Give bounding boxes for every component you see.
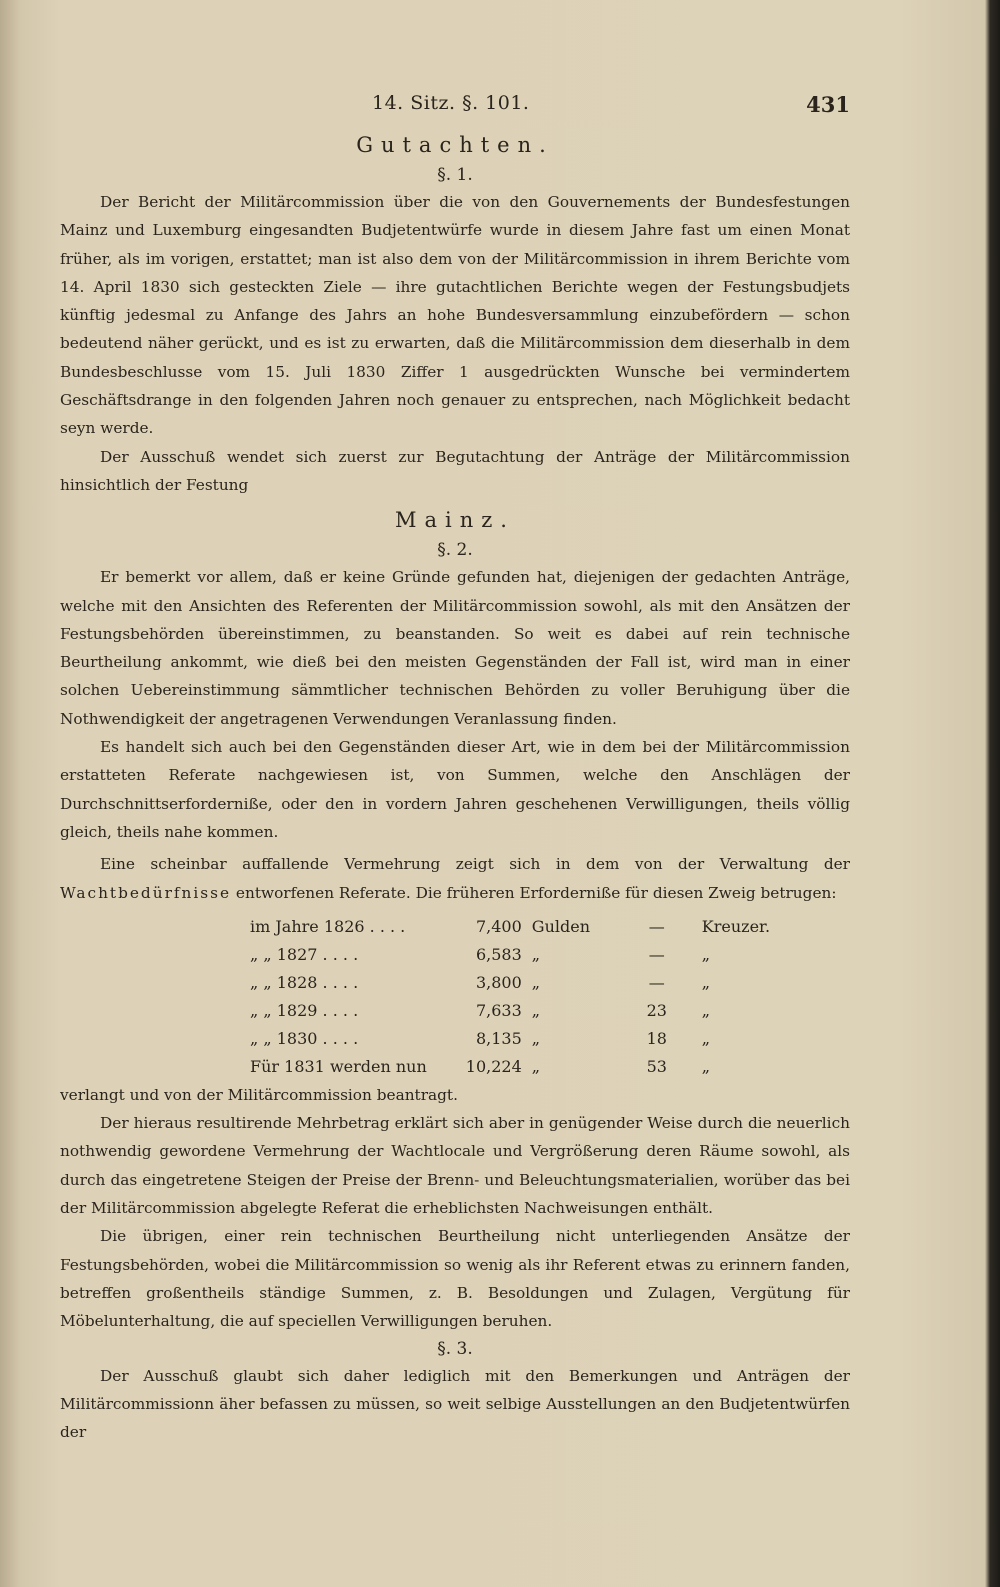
section-2: §. 2. bbox=[437, 540, 473, 561]
page-header bbox=[60, 92, 850, 122]
unit-cell: „ bbox=[531, 945, 541, 965]
year-cell: im Jahre 1826 . . . . bbox=[250, 917, 406, 937]
kreuzer-cell: — bbox=[648, 945, 665, 965]
paragraph-7: Der hieraus resultirende Mehrbetrag erklärt sich aber in genügender Weise durch die neuerlich nothwendig gewordene Vermehrung der Wachtlocale und Vergrößerung deren Räume sowohl, als durch das eingetretene Steigen der Preise der Brenn- und Beleuchtungsmaterialien, worüber das bei der Militärcommission abgelegte Referat die erheblichsten Nachweisungen enthält. bbox=[60, 1114, 850, 1218]
heading-mainz: Mainz. bbox=[394, 508, 515, 533]
table-row bbox=[250, 1053, 782, 1081]
paragraph-5-start: Eine scheinbar auffallende Vermehrung zeigt sich in dem von der Verwaltung der bbox=[100, 855, 850, 874]
table-row bbox=[250, 1025, 782, 1053]
unit-cell: „ bbox=[531, 1029, 541, 1049]
paragraph-5-end: entworfenen Referate. Die früheren Erforderniße für diesen Zweig betrugen: bbox=[235, 883, 837, 902]
paragraph-4: Es handelt sich auch bei den Gegenständen dieser Art, wie in dem bei der Militärcommission erstatteten Referate nachgewiesen ist, von Summen, welche den Anschlägen der Durchschnittserforderniße, oder den in vordern Jahren geschehenen Verwilligungen, theils völlig gleich, theils nahe kommen. bbox=[60, 738, 850, 841]
section-1: §. 1. bbox=[437, 165, 473, 185]
paragraph-2: Der Ausschuß wendet sich zuerst zur Begutachtung der Anträge der Militärcommission hinsichtlich der Festung bbox=[60, 447, 850, 494]
table-row bbox=[250, 913, 782, 941]
heading-gutachten: Gutachten. bbox=[356, 133, 554, 157]
paragraph-5-emphasis: Wachtbedürfnisse bbox=[60, 883, 232, 902]
amount-cell: 8,135 bbox=[475, 1029, 522, 1049]
amount-cell: 7,400 bbox=[475, 917, 522, 937]
amount-cell: 7,633 bbox=[475, 1001, 522, 1021]
kreuzer-unit-cell: „ bbox=[701, 973, 711, 993]
year-cell: „ „ 1828 . . . . bbox=[250, 973, 359, 993]
unit-cell: „ bbox=[531, 1057, 541, 1077]
unit-cell: „ bbox=[531, 973, 541, 993]
kreuzer-cell: — bbox=[648, 917, 665, 937]
section-3: §. 3. bbox=[437, 1338, 473, 1359]
kreuzer-unit-cell: „ bbox=[701, 1057, 711, 1077]
text-block bbox=[60, 128, 850, 1446]
expenditure-table bbox=[250, 913, 782, 1081]
paragraph-3: Er bemerkt vor allem, daß er keine Gründe gefunden hat, diejenigen der gedachten Anträge, welche mit den Ansichten des Referenten der Militärcommission sowohl, als mit den Ansätzen der Festungsbehörden übereinstimmen, zu beanstanden. So weit es dabei auf rein technische Beurtheilung ankommt, wie dieß bei den meisten Gegenständen der Fall ist, wird man in einer solchen Uebereinstimmung sämmtlicher technischen Behörden zu voller Beruhigung über die Nothwendigkeit der angetragenen Verwendungen Veranlassung finden. bbox=[60, 568, 850, 728]
table-row bbox=[250, 941, 782, 969]
paragraph-5 bbox=[60, 850, 850, 907]
amount-cell: 3,800 bbox=[475, 973, 522, 993]
kreuzer-cell: 18 bbox=[646, 1029, 667, 1049]
table-row bbox=[250, 969, 782, 997]
kreuzer-cell: — bbox=[648, 973, 665, 993]
kreuzer-unit-cell: Kreuzer. bbox=[701, 917, 771, 937]
paragraph-9: Der Ausschuß glaubt sich daher lediglich mit den Bemerkungen und Anträgen der Militärcommissionn äher befassen zu müssen, so weit selbige Ausstellungen an den Budjetentwürfen der bbox=[60, 1366, 850, 1442]
year-cell: „ „ 1829 . . . . bbox=[250, 1001, 359, 1021]
paragraph-6: verlangt und von der Militärcommission beantragt. bbox=[60, 1085, 458, 1104]
kreuzer-unit-cell: „ bbox=[701, 945, 711, 965]
running-head: 14. Sitz. §. 101. bbox=[372, 92, 530, 114]
year-cell: „ „ 1830 . . . . bbox=[250, 1029, 359, 1049]
amount-cell: 10,224 bbox=[465, 1057, 522, 1077]
unit-cell: „ bbox=[531, 1001, 541, 1021]
year-cell: „ „ 1827 . . . . bbox=[250, 945, 359, 965]
kreuzer-unit-cell: „ bbox=[701, 1001, 711, 1021]
unit-cell: Gulden bbox=[531, 917, 590, 937]
paragraph-1: Der Bericht der Militärcommission über die von den Gouvernements der Bundesfestungen Mainz und Luxemburg eingesandten Budjetentwürfe wurde in diesem Jahre fast um einen Monat früher, als im vorigen, erstattet; man ist also dem von der Militärcommission in ihrem Berichte vom 14. April 1830 sich gesteckten Ziele — ihre gutachtlichen Berichte wegen der Festungsbudjets künftig jedesmal zu Anfange des Jahrs an hohe Bundesversammlung einzubefördern — schon bedeutend näher gerückt, und es ist zu erwarten, daß die Militärcommission dem dieserhalb in dem Bundesbeschlusse vom 15. Juli 1830 Ziffer 1 ausgedrückten Wunsche bei vermindertem Geschäftsdrange in den folgenden Jahren noch genauer zu entsprechen, nach Möglichkeit bedacht seyn werde. bbox=[60, 193, 850, 438]
table-row bbox=[250, 997, 782, 1025]
paragraph-8: Die übrigen, einer rein technischen Beurtheilung nicht unterliegenden Ansätze der Festungsbehörden, wobei die Militärcommission so wenig als ihr Referent etwas zu erinnern fanden, betreffen großentheils ständige Summen, z. B. Besoldungen und Zulagen, Vergütung für Möbelunterhaltung, die auf speciellen Verwilligungen beruhen. bbox=[60, 1227, 850, 1331]
kreuzer-unit-cell: „ bbox=[701, 1029, 711, 1049]
year-cell: Für 1831 werden nun bbox=[250, 1057, 427, 1077]
amount-cell: 6,583 bbox=[475, 945, 522, 965]
kreuzer-cell: 23 bbox=[646, 1001, 667, 1021]
page-number: 431 bbox=[806, 92, 850, 117]
kreuzer-cell: 53 bbox=[646, 1057, 667, 1077]
